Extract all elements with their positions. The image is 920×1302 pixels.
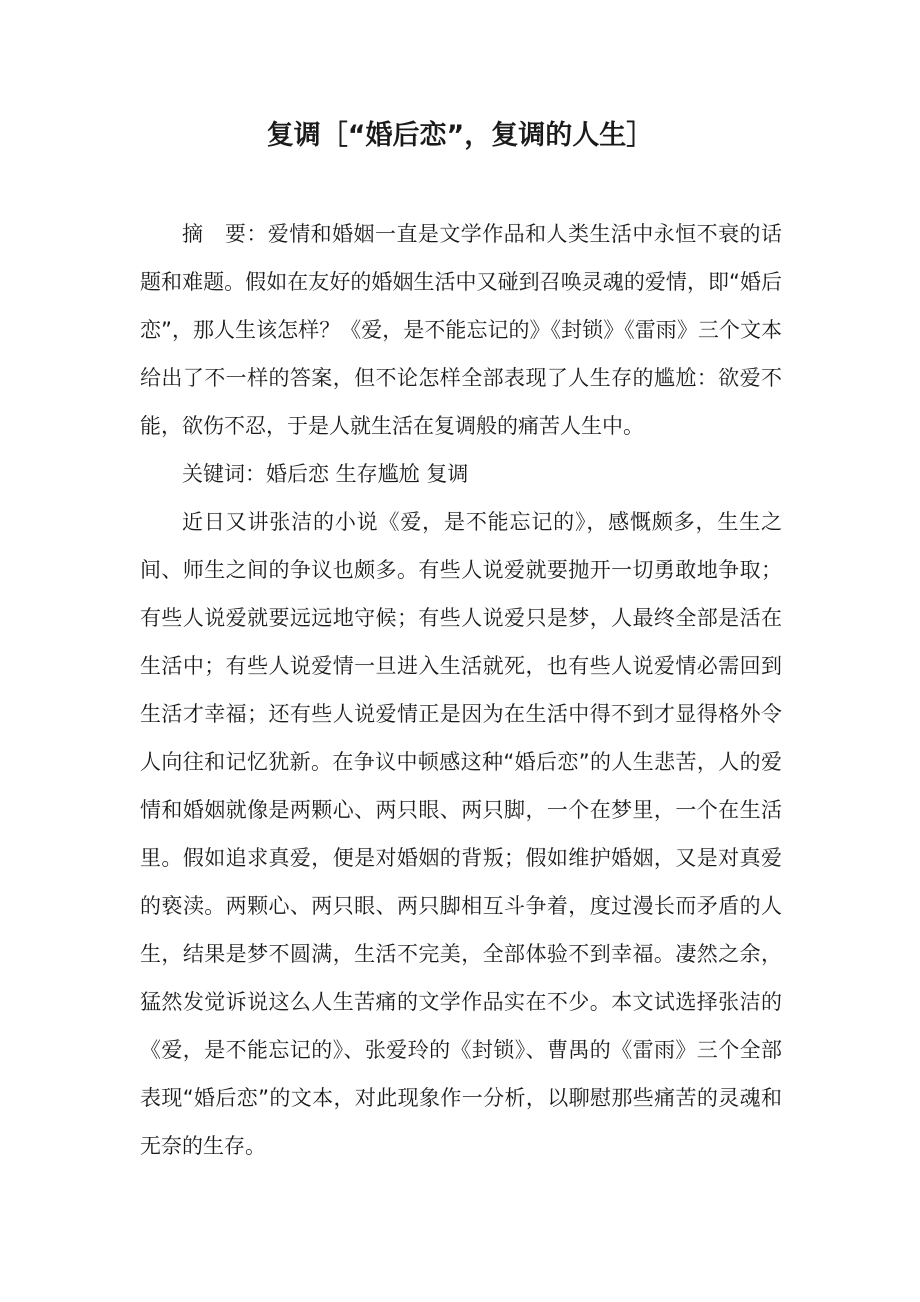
abstract-paragraph	[140, 210, 782, 450]
document-body	[140, 210, 782, 1170]
keywords-label: 关键词：	[182, 462, 266, 486]
keywords-text: 婚后恋 生存尴尬 复调	[266, 462, 469, 486]
body-paragraph: 近日又讲张洁的小说《爱，是不能忘记的》，感慨颇多，生生之间、师生之间的争议也颇多。有些人说爱就要抛开一切勇敢地争取；有些人说爱就要远远地守候；有些人说爱只是梦，人最终全部是活在生活中；有些人说爱情一旦进入生活就死，也有些人说爱情必需回到生活才幸福；还有些人说爱情正是因为在生活中得不到才显得格外令人向往和记忆犹新。在争议中顿感这种“婚后恋”的人生悲苦，人的爱情和婚姻就像是两颗心、两只眼、两只脚，一个在梦里，一个在生活里。假如追求真爱，便是对婚姻的背叛；假如维护婚姻，又是对真爱的亵渎。两颗心、两只眼、两只脚相互斗争着，度过漫长而矛盾的人生，结果是梦不圆满，生活不完美，全部体验不到幸福。凄然之余，猛然发觉诉说这么人生苦痛的文学作品实在不少。本文试选择张洁的《爱，是不能忘记的》、张爱玲的《封锁》、曹禺的《雷雨》三个全部表现“婚后恋”的文本，对此现象作一分析，以聊慰那些痛苦的灵魂和无奈的生存。	[140, 510, 782, 1158]
abstract-text: 爱情和婚姻一直是文学作品和人类生活中永恒不衰的话题和难题。假如在友好的婚姻生活中又碰到召唤灵魂的爱情，即“婚后恋”，那人生该怎样？《爱，是不能忘记的》《封锁》《雷雨》三个文本给出了不一样的答案，但不论怎样全部表现了人生存的尴尬：欲爱不能，欲伤不忍，于是人就生活在复调般的痛苦人生中。	[140, 222, 783, 438]
abstract-label: 摘 要：	[182, 222, 268, 246]
keywords-paragraph	[140, 450, 782, 498]
document-title: 复调［“婚后恋”，复调的人生］	[266, 120, 654, 151]
